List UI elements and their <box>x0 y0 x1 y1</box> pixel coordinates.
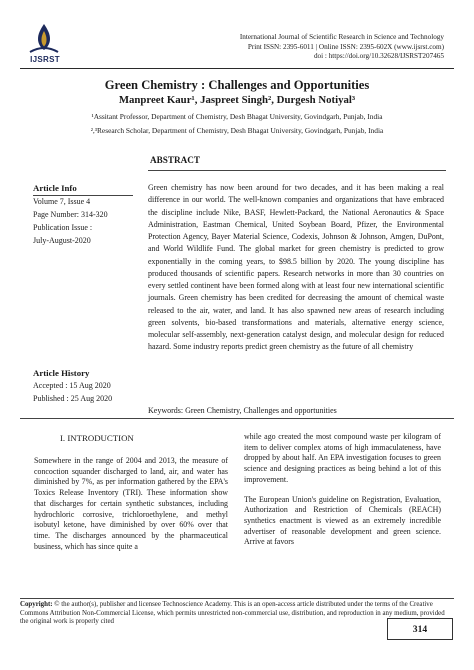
footer-copyright <box>20 601 450 627</box>
affiliation-1: ¹Assitant Professor, Department of Chemistry, Desh Bhagat University, Govindgarh, Punjab, India <box>91 112 383 121</box>
abstract-text: Green chemistry has now been around for two decades, and it has been making a real difference in our world. The well-known companies and organizations that have embraced the discipline include Nike, BASF, Hewlett-Packard, the National Aeronautics & Space Administration, Eastman Chemical, United Soybean Board, Pfizer, the Environmental Protection Agency, Bayer Material Science, Codexis, Johnson & Johnson, Amgen, DuPont, and World Wildlife Fund. The global market for green chemistry is predicted to grow exponentially in the coming years, to $98.5 billion by 2020. The young discipline has produced thousands of scientific papers. Research networks in more than 30 countries on every settled continent have been formed along with at least four new international scientific journals. Green chemistry has been credited for decreasing the amount of chemical waste released to the air, water, and land. It has also spawned new areas of research including green solvents, bio-based transformations and materials, alternative energy science, molecular self-assembly, next-generation catalyst design, and molecular design for reduced hazard. Some industry reports predict green chemistry as the future of all chemistry <box>148 183 444 352</box>
article-info-pages: Page Number: 314-320 <box>33 210 108 219</box>
copyright-label: Copyright: <box>20 601 53 608</box>
header-rule <box>20 68 454 69</box>
right-column <box>244 432 441 557</box>
paper-authors: Manpreet Kaur¹, Jaspreet Singh², Durgesh Notiyal³ <box>118 94 356 106</box>
article-history-heading: Article History <box>33 368 90 378</box>
footer-rule <box>20 598 454 599</box>
journal-doi[interactable]: doi : https://doi.org/10.32628/IJSRST207465 <box>313 52 444 61</box>
journal-name: International Journal of Scientific Research in Science and Technology <box>239 33 444 41</box>
article-info-heading: Article Info <box>33 183 77 193</box>
abstract-rule-top <box>148 170 446 171</box>
abstract-heading: ABSTRACT <box>150 155 201 165</box>
copyright-text: © the author(s), publisher and licensee Technoscience Academy. This is an open-access article distributed under the terms of the Creative Commons Attribution Non-Commercial License, which permits unrestricted non-commercial use, distribution, and reproduction in any medium, provided the original work is properly cited <box>20 601 445 626</box>
left-paragraph-1: Somewhere in the range of 2004 and 2013, the measure of concoction squander discharged to land, air, and water has diminished by 7%, as per information gathered by the EPA's Toxics Release Inventory (TRI). These information show that discharges for certain synthetic substances, including hydrochloric corrosive, trichloroethylene, and methyl isobutyl ketone, have diminished by over 60% over that time. The discharges announced by the pharmaceutical business, which has since quite a <box>34 456 228 551</box>
page-number: 314 <box>387 618 453 640</box>
logo-text: IJSRST <box>30 55 60 64</box>
article-info-volume: Volume 7, Issue 4 <box>33 197 91 206</box>
left-column <box>34 456 228 561</box>
affiliation-2: ²,³Research Scholar, Department of Chemistry, Desh Bhagat University, Govindgarh, Punjab, India <box>90 126 384 135</box>
right-paragraph-2: The European Union's guideline on Registration, Evaluation, Authorization and Restriction of Chemicals (REACH) synthetics enactment is viewed as an extremely incredible advertiser of reasonable development and green science. Arrive at favors <box>244 494 441 547</box>
journal-info <box>144 33 444 62</box>
article-history-published: Published : 25 Aug 2020 <box>33 394 113 403</box>
paper-title: Green Chemistry : Challenges and Opportunities <box>104 78 370 92</box>
article-history-accepted: Accepted : 15 Aug 2020 <box>33 381 111 390</box>
journal-issn: Print ISSN: 2395-6011 | Online ISSN: 2395-602X (www.ijsrst.com) <box>247 42 444 51</box>
section-heading: I. INTRODUCTION <box>60 433 134 443</box>
article-info-pub-issue: July-August-2020 <box>33 236 91 245</box>
article-info-pub-issue-label: Publication Issue : <box>33 223 93 232</box>
keywords: Keywords: Green Chemistry, Challenges and opportunities <box>148 406 337 415</box>
abstract-rule-bottom <box>20 418 454 419</box>
right-paragraph-1: while ago created the most compound waste per kilogram of item to deliver complex atoms of high immaculateness, have dropped by about half. An EPA investigation focuses to green science and designing practices as being behind a lot of this improvement. <box>244 432 441 484</box>
